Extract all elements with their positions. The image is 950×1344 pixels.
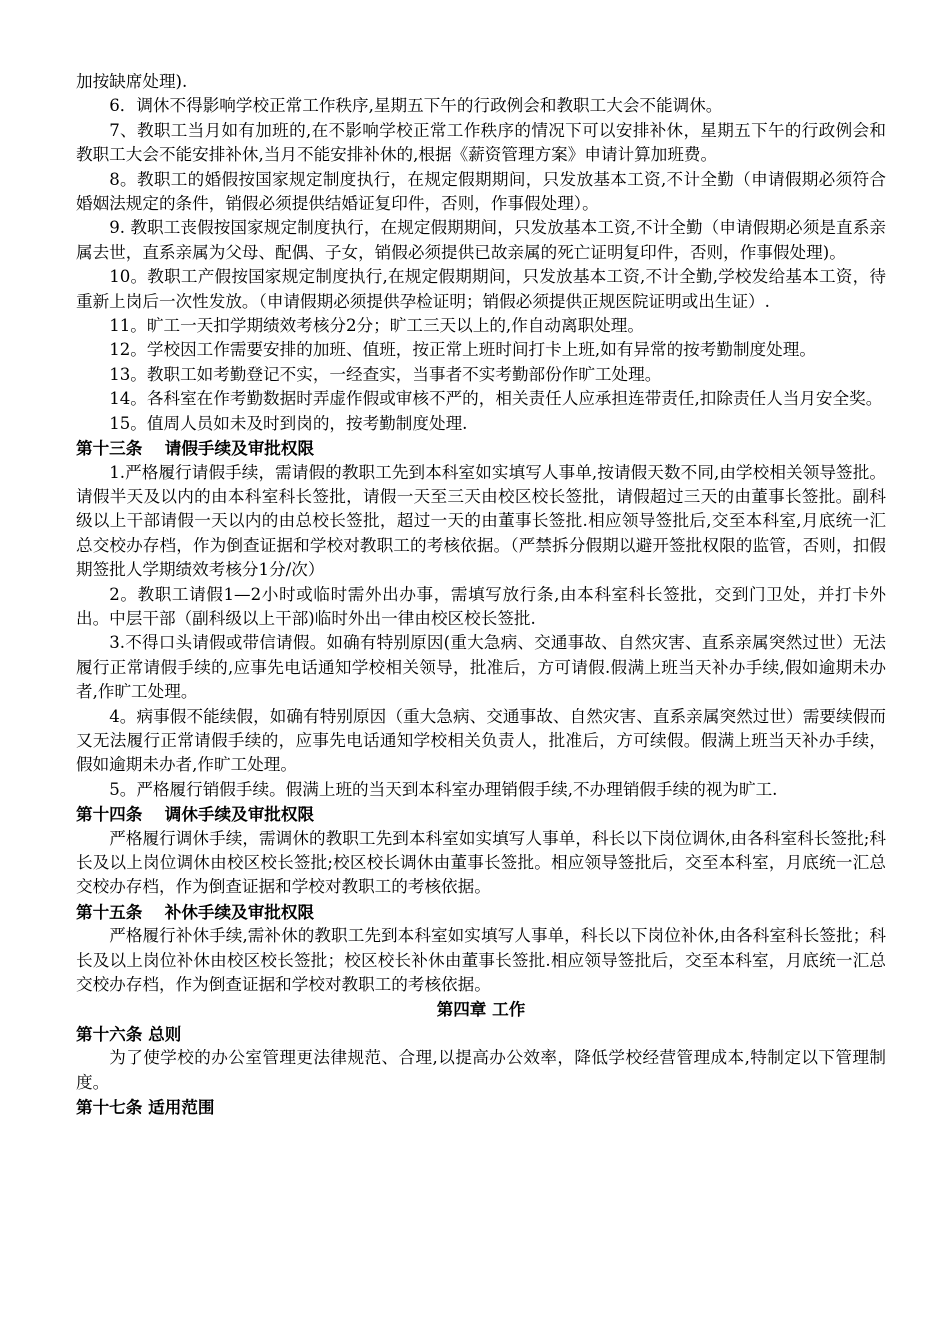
paragraph: 9. 教职工丧假按国家规定制度执行，在规定假期期间，只发放基本工资,不计全勤（申请假期必须是直系亲属去世，直系亲属为父母、配偶、子女，销假必须提供已故亲属的死亡证明复印件，否则，作事假处理)。: [76, 218, 886, 262]
paragraph: 1.严格履行请假手续，需请假的教职工先到本科室如实填写人事单,按请假天数不同,由学校相关领导签批。请假半天及以内的由本科室科长签批，请假一天至三天由校区校长签批，请假超过三天的由董事长签批。副科级以上干部请假一天以内的由总校长签批，超过一天的由董事长签批.相应领导签批后,交至本科室,月底统一汇总交校办存档，作为倒查证据和学校对教职工的考核依据。（严禁拆分假期以避开签批权限的监管，否则，扣假期签批人学期绩效考核分1分/次）: [76, 462, 886, 580]
paragraph: 严格履行调休手续，需调休的教职工先到本科室如实填写人事单，科长以下岗位调休,由各科室科长签批;科长及以上岗位调休由校区校长签批;校区校长调休由董事长签批。相应领导签批后，交至本科室，月底统一汇总交校办存档，作为倒查证据和学校对教职工的考核依据。: [76, 828, 886, 897]
chapter-heading: 第四章 工作: [436, 999, 526, 1020]
paragraph: 10。教职工产假按国家规定制度执行,在规定假期期间，只发放基本工资,不计全勤,学校发给基本工资，待重新上岗后一次性发放。（申请假期必须提供孕检证明；销假必须提供正规医院证明或出生证）.: [76, 267, 886, 311]
paragraph: 4。病事假不能续假，如确有特别原因（重大急病、交通事故、自然灾害、直系亲属突然过世）需要续假而又无法履行正常请假手续的，应事先电话通知学校相关负责人，批准后，方可续假。假满上班当天补办手续，假如逾期未办者,作旷工处理。: [76, 706, 886, 775]
paragraph: 6．调休不得影响学校正常工作秩序,星期五下午的行政例会和教职工大会不能调休。: [109, 96, 723, 116]
paragraph: 5。严格履行销假手续。假满上班的当天到本科室办理销假手续,不办理销假手续的视为旷工.: [109, 779, 778, 799]
document-page: [76, 70, 886, 1119]
paragraph: 为了使学校的办公室管理更法律规范、合理,以提高办公效率，降低学校经营管理成本,特制定以下管理制度。: [76, 1048, 886, 1092]
paragraph: 严格履行补休手续,需补休的教职工先到本科室如实填写人事单，科长以下岗位补休,由各科室科长签批；科长及以上岗位补休由校区校长签批；校区校长补休由董事长签批.相应领导签批后，交至本科室，月底统一汇总交校办存档，作为倒查证据和学校对教职工的考核依据。: [76, 926, 886, 995]
paragraph: 14。各科室在作考勤数据时弄虚作假或审核不严的，相关责任人应承担连带责任,扣除责任人当月安全奖。: [109, 389, 883, 409]
paragraph: 8。教职工的婚假按国家规定制度执行，在规定假期期间，只发放基本工资,不计全勤（申请假期必须符合婚姻法规定的条件，销假必须提供结婚证复印件，否则，作事假处理）。: [76, 169, 886, 214]
article-heading: 第十三条 请假手续及审批权限: [76, 438, 315, 459]
article-heading: 第十四条 调休手续及审批权限: [76, 804, 315, 825]
article-heading: 第十六条 总则: [76, 1023, 182, 1044]
paragraph: 7、教职工当月如有加班的,在不影响学校正常工作秩序的情况下可以安排补休，星期五下午的行政例会和教职工大会不能安排补休,当月不能安排补休的,根据《薪资管理方案》申请计算加班费。: [76, 120, 886, 165]
article-heading: 第十七条 适用范围: [76, 1097, 215, 1118]
paragraph: 13。教职工如考勤登记不实，一经查实，当事者不实考勤部份作旷工处理。: [109, 364, 662, 384]
article-heading: 第十五条 补休手续及审批权限: [76, 901, 315, 922]
paragraph: 11。旷工一天扣学期绩效考核分2分；旷工三天以上的,作自动离职处理。: [109, 316, 644, 336]
paragraph: 15。值周人员如未及时到岗的，按考勤制度处理.: [109, 413, 468, 433]
paragraph: 2。教职工请假1—2小时或临时需外出办事，需填写放行条,由本科室科长签批，交到门卫处，并打卡外出。中层干部（副科级以上干部)临时外出一律由校区校长签批.: [76, 584, 886, 628]
paragraph: 3.不得口头请假或带信请假。如确有特别原因(重大急病、交通事故、自然灾害、直系亲属突然过世）无法履行正常请假手续的,应事先电话通知学校相关领导，批准后，方可请假.假满上班当天补办手续,假如逾期未办者,作旷工处理。: [76, 633, 886, 702]
paragraph: 加按缺席处理).: [76, 72, 188, 91]
paragraph: 12。学校因工作需要安排的加班、值班，按正常上班时间打卡上班,如有异常的按考勤制度处理。: [109, 340, 816, 360]
